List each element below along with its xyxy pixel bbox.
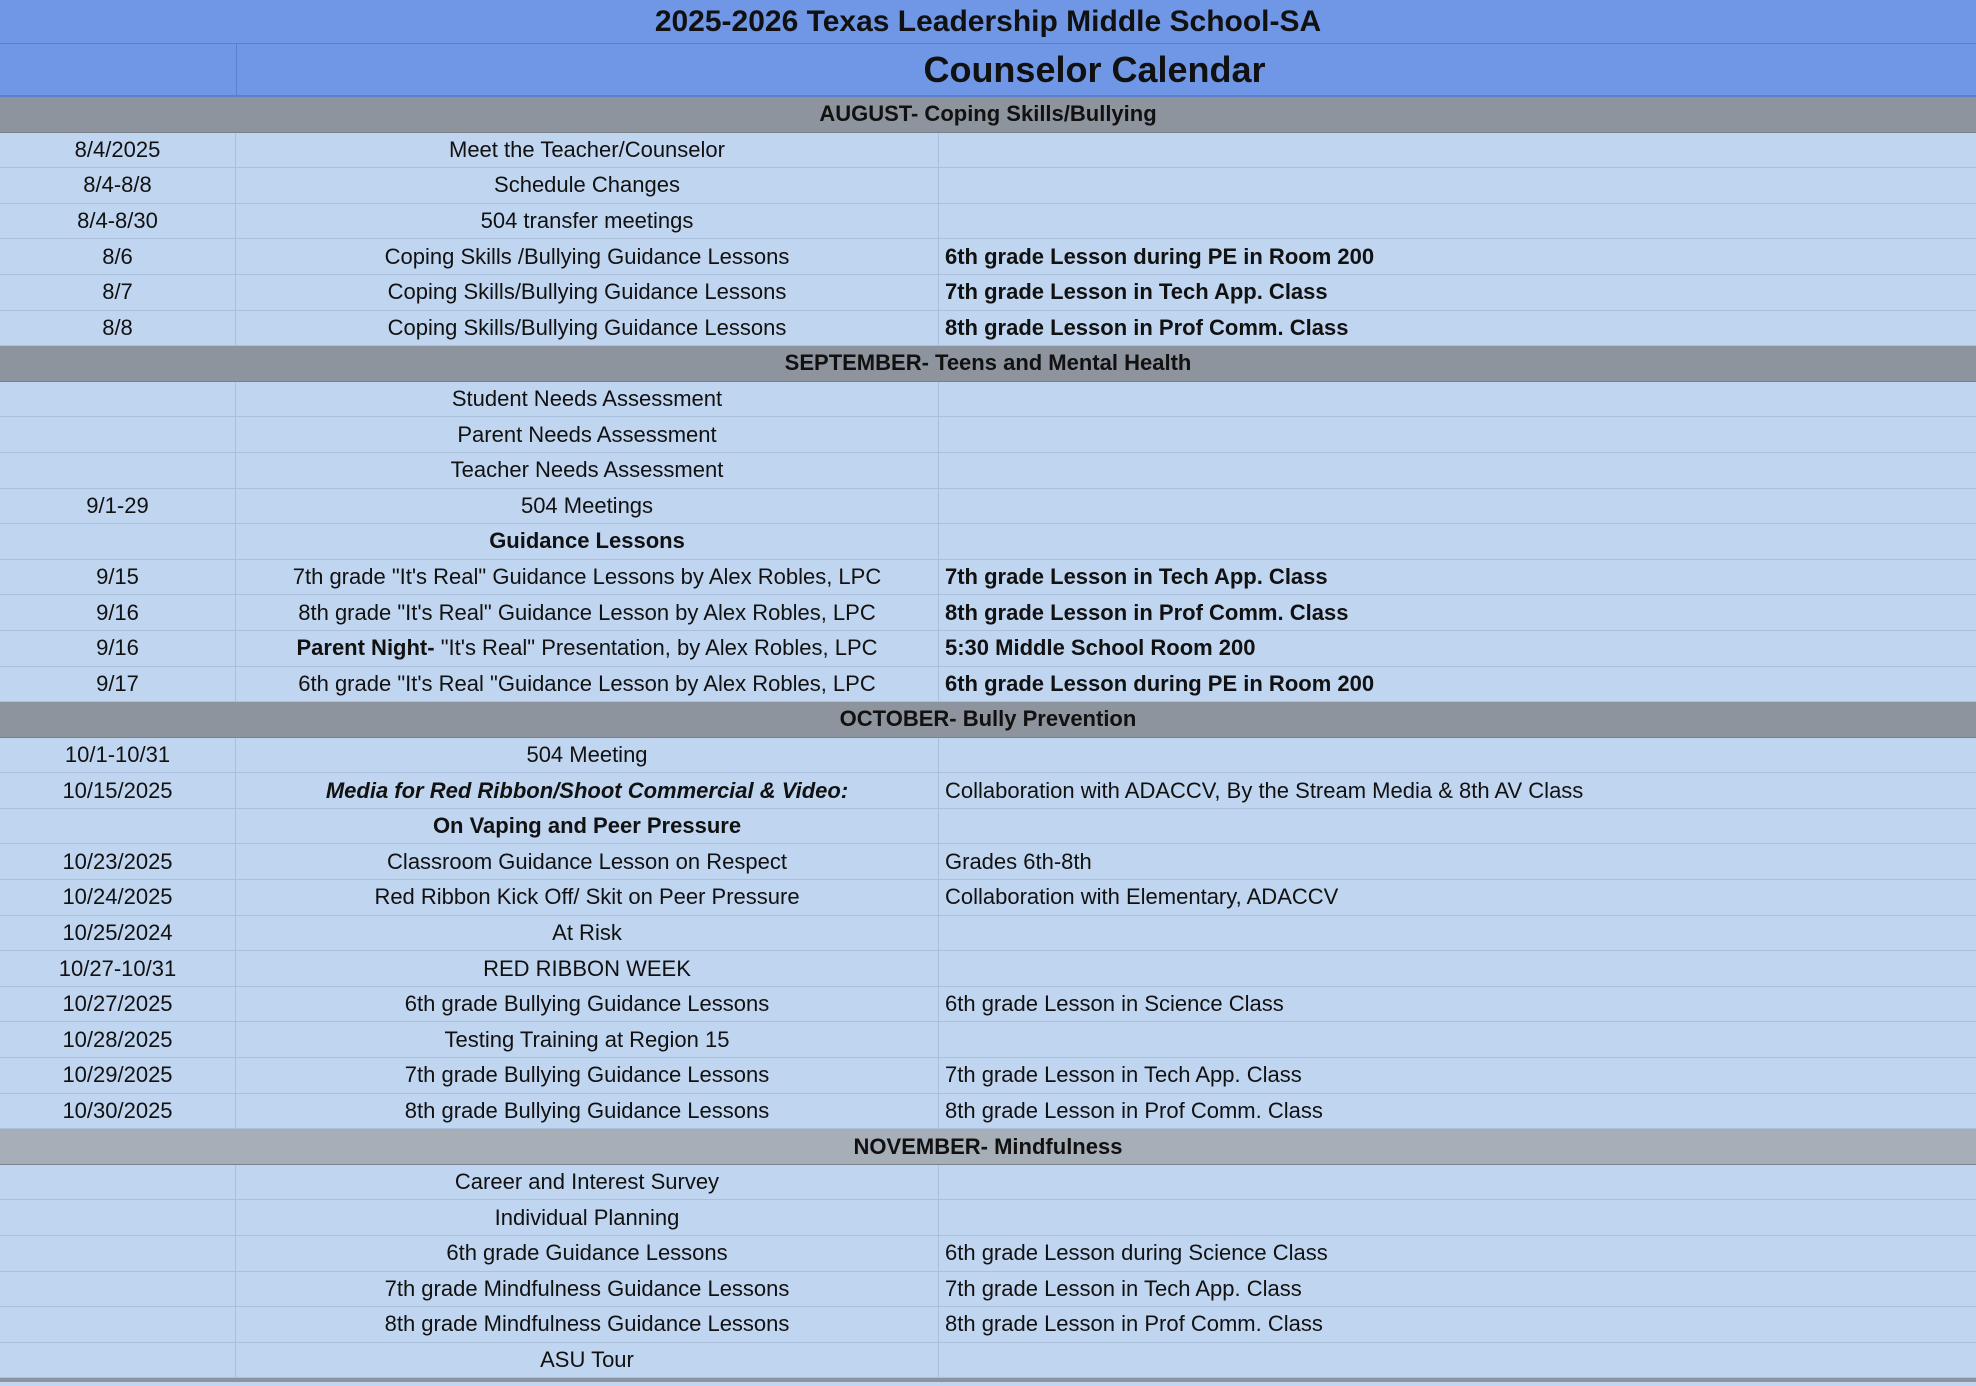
activity-cell: [236, 453, 939, 488]
notes-cell: [939, 133, 1976, 168]
calendar-row: [0, 560, 1976, 596]
activity-cell: [236, 168, 939, 203]
calendar-row: [0, 738, 1976, 774]
calendar-row: [0, 951, 1976, 987]
activity-cell: [236, 1058, 939, 1093]
date-cell: 10/15/2025: [0, 773, 236, 808]
activity-cell: [236, 1022, 939, 1057]
activity-text: 6th grade Bullying Guidance Lessons: [404, 991, 770, 1017]
activity-text: Testing Training at Region 15: [444, 1026, 730, 1052]
date-cell: [0, 1272, 236, 1307]
date-cell: 10/24/2025: [0, 880, 236, 915]
activity-cell: [236, 204, 939, 239]
notes-cell: 7th grade Lesson in Tech App. Class: [945, 564, 1328, 590]
activity-cell: [236, 809, 939, 844]
activity-text: Meet the Teacher/Counselor: [449, 136, 725, 162]
calendar-row: [0, 311, 1976, 347]
activity-cell: [236, 667, 939, 702]
calendar-row: [0, 987, 1976, 1023]
notes-cell: [939, 1200, 1976, 1235]
calendar-row: [0, 844, 1976, 880]
activity-text: 8th grade Mindfulness Guidance Lessons: [384, 1311, 790, 1337]
calendar-row: [0, 1272, 1976, 1308]
calendar-row: [0, 133, 1976, 169]
notes-cell: 5:30 Middle School Room 200: [945, 635, 1256, 661]
calendar-row: [0, 916, 1976, 952]
date-cell: 8/8: [0, 311, 236, 346]
activity-text: ASU Tour: [540, 1347, 634, 1373]
activity-text: 504 Meetings: [520, 492, 654, 518]
calendar-row: [0, 204, 1976, 240]
subtitle-spacer-cell: [0, 44, 237, 95]
calendar-row: [0, 382, 1976, 418]
activity-cell: [236, 951, 939, 986]
activity-text: At Risk: [552, 919, 622, 945]
activity-text: 504 Meeting: [526, 741, 648, 767]
activity-cell: [236, 1307, 939, 1342]
activity-text: RED RIBBON WEEK: [483, 955, 691, 981]
date-cell: 8/7: [0, 275, 236, 310]
activity-text: Coping Skills/Bullying Guidance Lessons: [387, 314, 787, 340]
activity-cell: [236, 1200, 939, 1235]
activity-cell: [236, 738, 939, 773]
activity-text: 7th grade Mindfulness Guidance Lessons: [384, 1275, 790, 1301]
calendar-row: [0, 524, 1976, 560]
activity-cell: [236, 987, 939, 1022]
notes-cell: 8th grade Lesson in Prof Comm. Class: [945, 314, 1349, 340]
activity-cell: [236, 560, 939, 595]
notes-cell: [939, 489, 1976, 524]
date-cell: 8/4-8/8: [0, 168, 236, 203]
activity-cell: [236, 417, 939, 452]
activity-text: Individual Planning: [494, 1204, 680, 1230]
date-cell: [0, 1343, 236, 1378]
activity-text: "It's Real" Presentation, by Alex Robles, LPC: [434, 635, 878, 661]
activity-text: 7th grade "It's Real" Guidance Lessons by Alex Robles, LPC: [292, 564, 882, 590]
date-cell: 9/17: [0, 667, 236, 702]
activity-cell: [236, 1094, 939, 1129]
activity-cell: [236, 133, 939, 168]
activity-cell: [236, 239, 939, 274]
activity-text: 504 transfer meetings: [480, 208, 694, 234]
notes-cell: 8th grade Lesson in Prof Comm. Class: [945, 599, 1349, 625]
subtitle-row: [0, 44, 1976, 97]
activity-cell: [236, 382, 939, 417]
activity-cell: [236, 1272, 939, 1307]
notes-cell: Collaboration with ADACCV, By the Stream Media & 8th AV Class: [945, 777, 1584, 803]
activity-cell: [236, 916, 939, 951]
page-subtitle: Counselor Calendar: [923, 48, 1266, 90]
notes-cell: 7th grade Lesson in Tech App. Class: [945, 1062, 1302, 1088]
notes-cell: [939, 524, 1976, 559]
activity-cell: [236, 275, 939, 310]
notes-cell: Grades 6th-8th: [945, 848, 1092, 874]
section-header: AUGUST- Coping Skills/Bullying: [0, 97, 1976, 133]
activity-text: Classroom Guidance Lesson on Respect: [387, 848, 787, 874]
notes-cell: [939, 168, 1976, 203]
calendar-row: [0, 489, 1976, 525]
notes-cell: [939, 1165, 1976, 1200]
activity-cell: [236, 844, 939, 879]
notes-cell: [939, 916, 1976, 951]
activity-text: Coping Skills/Bullying Guidance Lessons: [387, 279, 787, 305]
date-cell: 9/16: [0, 595, 236, 630]
bottom-border: [0, 1378, 1976, 1382]
calendar-row: [0, 1200, 1976, 1236]
activity-text: Coping Skills /Bullying Guidance Lessons: [384, 243, 790, 269]
notes-cell: 6th grade Lesson during Science Class: [945, 1240, 1328, 1266]
date-cell: [0, 1307, 236, 1342]
date-cell: 8/4-8/30: [0, 204, 236, 239]
date-cell: 10/30/2025: [0, 1094, 236, 1129]
date-cell: [0, 1165, 236, 1200]
activity-text: 8th grade "It's Real" Guidance Lesson by Alex Robles, LPC: [298, 599, 876, 625]
date-cell: 9/16: [0, 631, 236, 666]
calendar-row: [0, 417, 1976, 453]
calendar-row: [0, 1307, 1976, 1343]
notes-cell: [939, 951, 1976, 986]
date-cell: [0, 417, 236, 452]
activity-prefix: Parent Night-: [296, 635, 435, 661]
date-cell: 8/6: [0, 239, 236, 274]
notes-cell: [939, 417, 1976, 452]
section-header: OCTOBER- Bully Prevention: [0, 702, 1976, 738]
notes-cell: [939, 453, 1976, 488]
activity-text: Red Ribbon Kick Off/ Skit on Peer Pressure: [374, 884, 800, 910]
calendar-row: [0, 239, 1976, 275]
activity-cell: [236, 595, 939, 630]
notes-cell: [939, 204, 1976, 239]
date-cell: 10/29/2025: [0, 1058, 236, 1093]
activity-text: 6th grade Guidance Lessons: [446, 1240, 728, 1266]
activity-text: Career and Interest Survey: [454, 1169, 720, 1195]
activity-cell: [236, 631, 939, 666]
date-cell: [0, 524, 236, 559]
activity-cell: [236, 524, 939, 559]
date-cell: 10/23/2025: [0, 844, 236, 879]
section-header: NOVEMBER- Mindfulness: [0, 1129, 1976, 1165]
notes-cell: [939, 1343, 1976, 1378]
calendar-row: [0, 595, 1976, 631]
notes-cell: [939, 1022, 1976, 1057]
date-cell: [0, 809, 236, 844]
notes-cell: 8th grade Lesson in Prof Comm. Class: [945, 1097, 1323, 1123]
date-cell: 10/25/2024: [0, 916, 236, 951]
calendar-row: [0, 275, 1976, 311]
date-cell: 10/1-10/31: [0, 738, 236, 773]
notes-cell: 6th grade Lesson in Science Class: [945, 991, 1284, 1017]
activity-cell: [236, 1165, 939, 1200]
notes-cell: [939, 738, 1976, 773]
date-cell: [0, 382, 236, 417]
notes-cell: 7th grade Lesson in Tech App. Class: [945, 1275, 1302, 1301]
activity-cell: [236, 773, 939, 808]
activity-text: Teacher Needs Assessment: [450, 457, 724, 483]
activity-cell: [236, 1343, 939, 1378]
activity-cell: [236, 311, 939, 346]
calendar-row: [0, 880, 1976, 916]
date-cell: 8/4/2025: [0, 133, 236, 168]
calendar-row: [0, 1022, 1976, 1058]
activity-cell: [236, 489, 939, 524]
notes-cell: 7th grade Lesson in Tech App. Class: [945, 279, 1328, 305]
notes-cell: 8th grade Lesson in Prof Comm. Class: [945, 1311, 1323, 1337]
notes-cell: Collaboration with Elementary, ADACCV: [945, 884, 1339, 910]
calendar-row: [0, 667, 1976, 703]
calendar-body: [0, 97, 1976, 1378]
calendar-row: [0, 168, 1976, 204]
calendar-row: [0, 1094, 1976, 1130]
notes-cell: [939, 809, 1976, 844]
activity-cell: [236, 880, 939, 915]
calendar-row: [0, 1165, 1976, 1201]
date-cell: 10/28/2025: [0, 1022, 236, 1057]
notes-cell: 6th grade Lesson during PE in Room 200: [945, 670, 1375, 696]
date-cell: 10/27-10/31: [0, 951, 236, 986]
activity-text: 7th grade Bullying Guidance Lessons: [404, 1062, 770, 1088]
calendar-row: [0, 1236, 1976, 1272]
activity-text: Guidance Lessons: [489, 528, 685, 554]
activity-text: 8th grade Bullying Guidance Lessons: [404, 1097, 770, 1123]
date-cell: [0, 1236, 236, 1271]
activity-text: Media for Red Ribbon/Shoot Commercial & Video:: [325, 777, 849, 803]
date-cell: 10/27/2025: [0, 987, 236, 1022]
notes-cell: 6th grade Lesson during PE in Room 200: [945, 243, 1375, 269]
activity-text: 6th grade "It's Real "Guidance Lesson by Alex Robles, LPC: [298, 670, 876, 696]
calendar-row: [0, 809, 1976, 845]
activity-text: Schedule Changes: [494, 172, 680, 198]
page-title: 2025-2026 Texas Leadership Middle School-SA: [0, 0, 1976, 44]
activity-cell: [236, 1236, 939, 1271]
calendar-row: [0, 1058, 1976, 1094]
calendar-row: [0, 1343, 1976, 1379]
calendar-row: [0, 773, 1976, 809]
activity-text: Parent Needs Assessment: [457, 421, 717, 447]
activity-text: Student Needs Assessment: [451, 386, 723, 412]
date-cell: 9/1-29: [0, 489, 236, 524]
date-cell: [0, 453, 236, 488]
calendar-row: [0, 631, 1976, 667]
section-header: SEPTEMBER- Teens and Mental Health: [0, 346, 1976, 382]
date-cell: [0, 1200, 236, 1235]
activity-text: On Vaping and Peer Pressure: [432, 813, 742, 839]
calendar-row: [0, 453, 1976, 489]
date-cell: 9/15: [0, 560, 236, 595]
notes-cell: [939, 382, 1976, 417]
